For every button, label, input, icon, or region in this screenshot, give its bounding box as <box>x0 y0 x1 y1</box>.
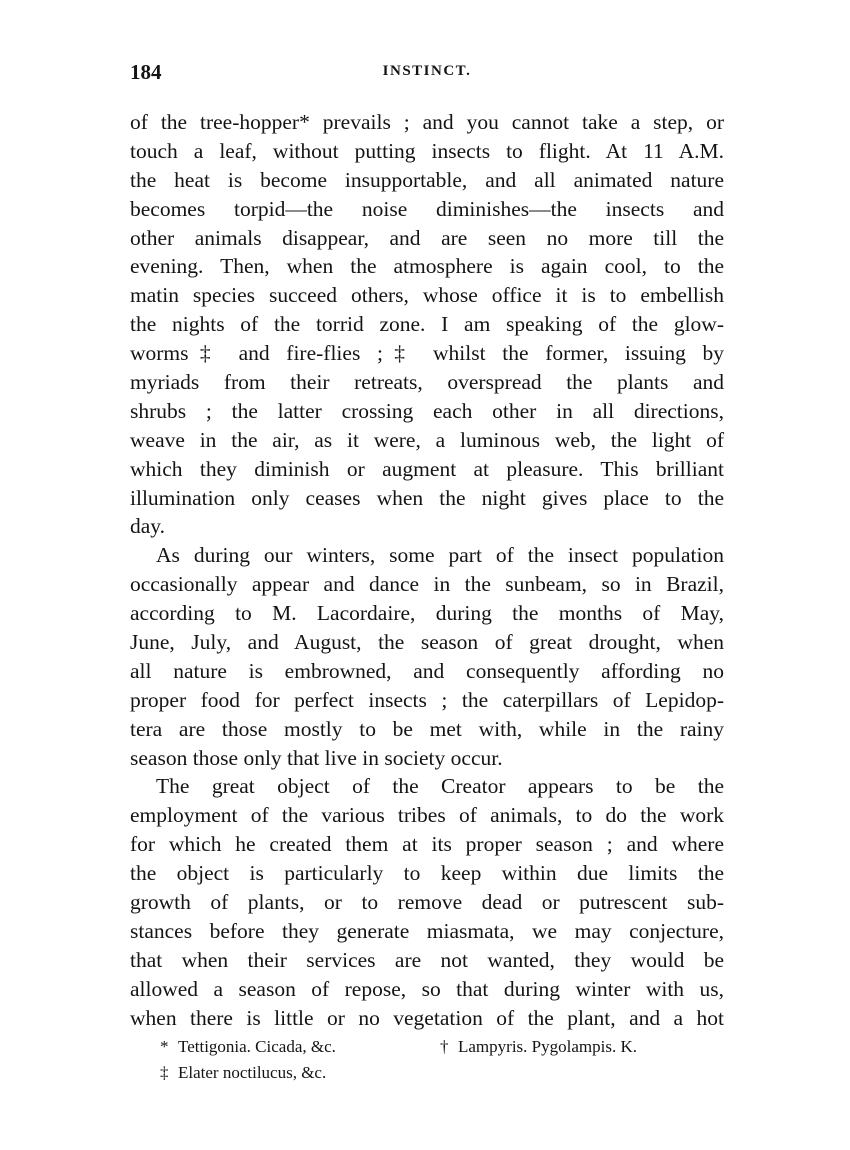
text-line: evening. Then, when the atmosphere is again cool, to the <box>130 254 724 279</box>
text-line: touch a leaf, without putting insects to flight. At 11 A.M. <box>130 138 724 163</box>
text-line: tera are those mostly to be met with, while in the rainy <box>130 716 724 741</box>
text-line: allowed a season of repose, so that during winter with us, <box>130 976 724 1001</box>
text-line: other animals disappear, and are seen no more till the <box>130 225 724 250</box>
body-text <box>130 108 724 1033</box>
text-line: weave in the air, as it were, a luminous web, the light of <box>130 427 724 452</box>
text-line: day. <box>130 514 166 539</box>
text-line: worms‡ and fire-flies ;‡ whilst the former, issuing by <box>130 341 724 366</box>
text-line: growth of plants, or to remove dead or putrescent sub- <box>130 890 724 915</box>
text-line: the heat is become insupportable, and all animated nature <box>130 167 724 192</box>
text-line: stances before they generate miasmata, we may conjecture, <box>130 918 724 943</box>
text-line: of the tree-hopper* prevails ; and you cannot take a step, or <box>130 110 724 134</box>
text-line: becomes torpid—the noise diminishes—the insects and <box>130 196 724 221</box>
page-header <box>130 60 724 88</box>
text-line: As during our winters, some part of the insect population <box>156 543 724 568</box>
footnote-mark: ‡ <box>160 1063 169 1082</box>
text-line: shrubs ; the latter crossing each other in all directions, <box>130 398 724 423</box>
footnote-mark: † <box>440 1037 449 1056</box>
text-line: proper food for perfect insects ; the caterpillars of Lepidop- <box>130 687 724 712</box>
text-line: myriads from their retreats, overspread the plants and <box>130 370 724 395</box>
text-line: the nights of the torrid zone. I am speaking of the glow- <box>130 312 724 337</box>
footnote-row <box>160 1034 720 1060</box>
text-line: occasionally appear and dance in the sunbeam, so in Brazil, <box>130 572 724 597</box>
text-line: when there is little or no vegetation of the plant, and a hot <box>130 1005 724 1030</box>
footnote-mark: * <box>160 1037 169 1056</box>
text-line: The great object of the Creator appears to be the <box>156 774 724 799</box>
text-line: season those only that live in society occur. <box>130 745 503 770</box>
page-number: 184 <box>130 60 162 84</box>
text-line: all nature is embrowned, and consequently affording no <box>130 658 724 683</box>
footnote-row <box>160 1060 720 1086</box>
text-line: according to M. Lacordaire, during the months of May, <box>130 601 724 626</box>
footnote-text: Elater noctilucus, &c. <box>178 1063 327 1082</box>
running-head: INSTINCT. <box>382 63 472 79</box>
text-line: which they diminish or augment at pleasure. This brilliant <box>130 456 724 481</box>
text-line: employment of the various tribes of animals, to do the work <box>130 803 724 828</box>
text-line: illumination only ceases when the night gives place to the <box>130 485 724 510</box>
footnote-text: Lampyris. Pygolampis. K. <box>458 1037 637 1056</box>
text-line: June, July, and August, the season of great drought, when <box>130 630 724 655</box>
text-line: for which he created them at its proper season ; and where <box>130 832 724 857</box>
footnotes <box>160 1034 720 1086</box>
text-line: the object is particularly to keep within due limits the <box>130 861 724 886</box>
footnote-right <box>440 1034 637 1060</box>
text-line: that when their services are not wanted, they would be <box>130 947 724 972</box>
footnote-text: Tettigonia. Cicada, &c. <box>178 1037 336 1056</box>
text-line: matin species succeed others, whose office it is to embellish <box>130 283 724 308</box>
